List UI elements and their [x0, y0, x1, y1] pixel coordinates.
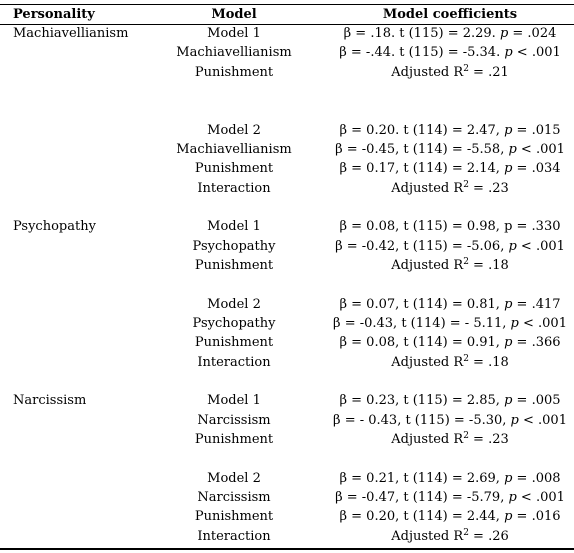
coefficient-value: β = - 0.43, t (115) = -5.30, p < .001 [333, 413, 567, 428]
coefficient-value: β = 0.23, t (115) = 2.85, p = .005 [339, 393, 561, 408]
header-personality: Personality [13, 7, 95, 22]
coefficient-value: Adjusted $R^2 = .18$ [391, 257, 509, 273]
coefficient-value: β = -0.47, t (114) = -5.79, p < .001 [335, 490, 565, 505]
model-label: Punishment [194, 509, 274, 524]
personality-cell: Machiavellianism [13, 26, 129, 41]
model-label: Model 2 [207, 297, 261, 312]
model-label: Punishment [194, 161, 274, 176]
model-label: Punishment [194, 258, 274, 273]
coefficient-value: β = 0.21, t (114) = 2.69, p = .008 [339, 471, 561, 486]
model-label: Model 2 [207, 123, 261, 138]
personality-cell: Narcissism [13, 393, 87, 408]
coefficient-value: Adjusted $R^2 = .23$ [391, 431, 509, 447]
model-label: Narcissism [197, 413, 271, 428]
model-label: Psychopathy [192, 239, 276, 254]
table-bottom-rule [0, 548, 574, 550]
coefficient-value: Adjusted $R^2 = .23$ [391, 180, 509, 196]
coefficient-value: β = 0.20, t (114) = 2.44, p = .016 [339, 509, 561, 524]
model-label: Model 2 [207, 471, 261, 486]
coefficient-value: β = 0.20. t (114) = 2.47, p = .015 [339, 123, 561, 138]
coefficient-value: β = -0.43, t (114) = - 5.11, p < .001 [333, 316, 567, 331]
model-label: Punishment [194, 335, 274, 350]
coefficient-value: β = -.44. t (115) = -5.34. p < .001 [339, 45, 561, 60]
coefficient-value: β = -0.42, t (115) = -5.06, p < .001 [335, 239, 565, 254]
model-label: Interaction [197, 529, 271, 544]
coefficient-value: Adjusted $R^2 = .21$ [391, 64, 509, 80]
coefficient-value: β = 0.08, t (114) = 0.91, p = .366 [339, 335, 561, 350]
model-label: Model 1 [207, 26, 261, 41]
model-label: Interaction [197, 181, 271, 196]
model-label: Narcissism [197, 490, 271, 505]
model-label: Psychopathy [192, 316, 276, 331]
model-label: Punishment [194, 65, 274, 80]
header-model-label: Model [211, 7, 257, 22]
coefficient-value: β = -0.45, t (114) = -5.58, p < .001 [335, 142, 565, 157]
table-top-rule [0, 4, 574, 5]
coefficient-value: β = 0.07, t (114) = 0.81, p = .417 [339, 297, 561, 312]
model-label: Machiavellianism [176, 142, 292, 157]
model-label: Model 1 [207, 393, 261, 408]
personality-cell: Psychopathy [13, 219, 96, 234]
header-coefficients-label: Model coefficients [382, 7, 518, 22]
coefficient-value: β = 0.08, t (115) = 0.98, p = .330 [339, 219, 561, 234]
coefficient-value: Adjusted $R^2 = .18$ [391, 354, 509, 370]
coefficient-value: β = 0.17, t (114) = 2.14, p = .034 [339, 161, 561, 176]
coefficient-value: Adjusted $R^2 = .26$ [391, 528, 509, 544]
coefficient-value: β = .18. t (115) = 2.29. p = .024 [343, 26, 557, 41]
model-label: Machiavellianism [176, 45, 292, 60]
model-label: Interaction [197, 355, 271, 370]
model-label: Punishment [194, 432, 274, 447]
model-label: Model 1 [207, 219, 261, 234]
